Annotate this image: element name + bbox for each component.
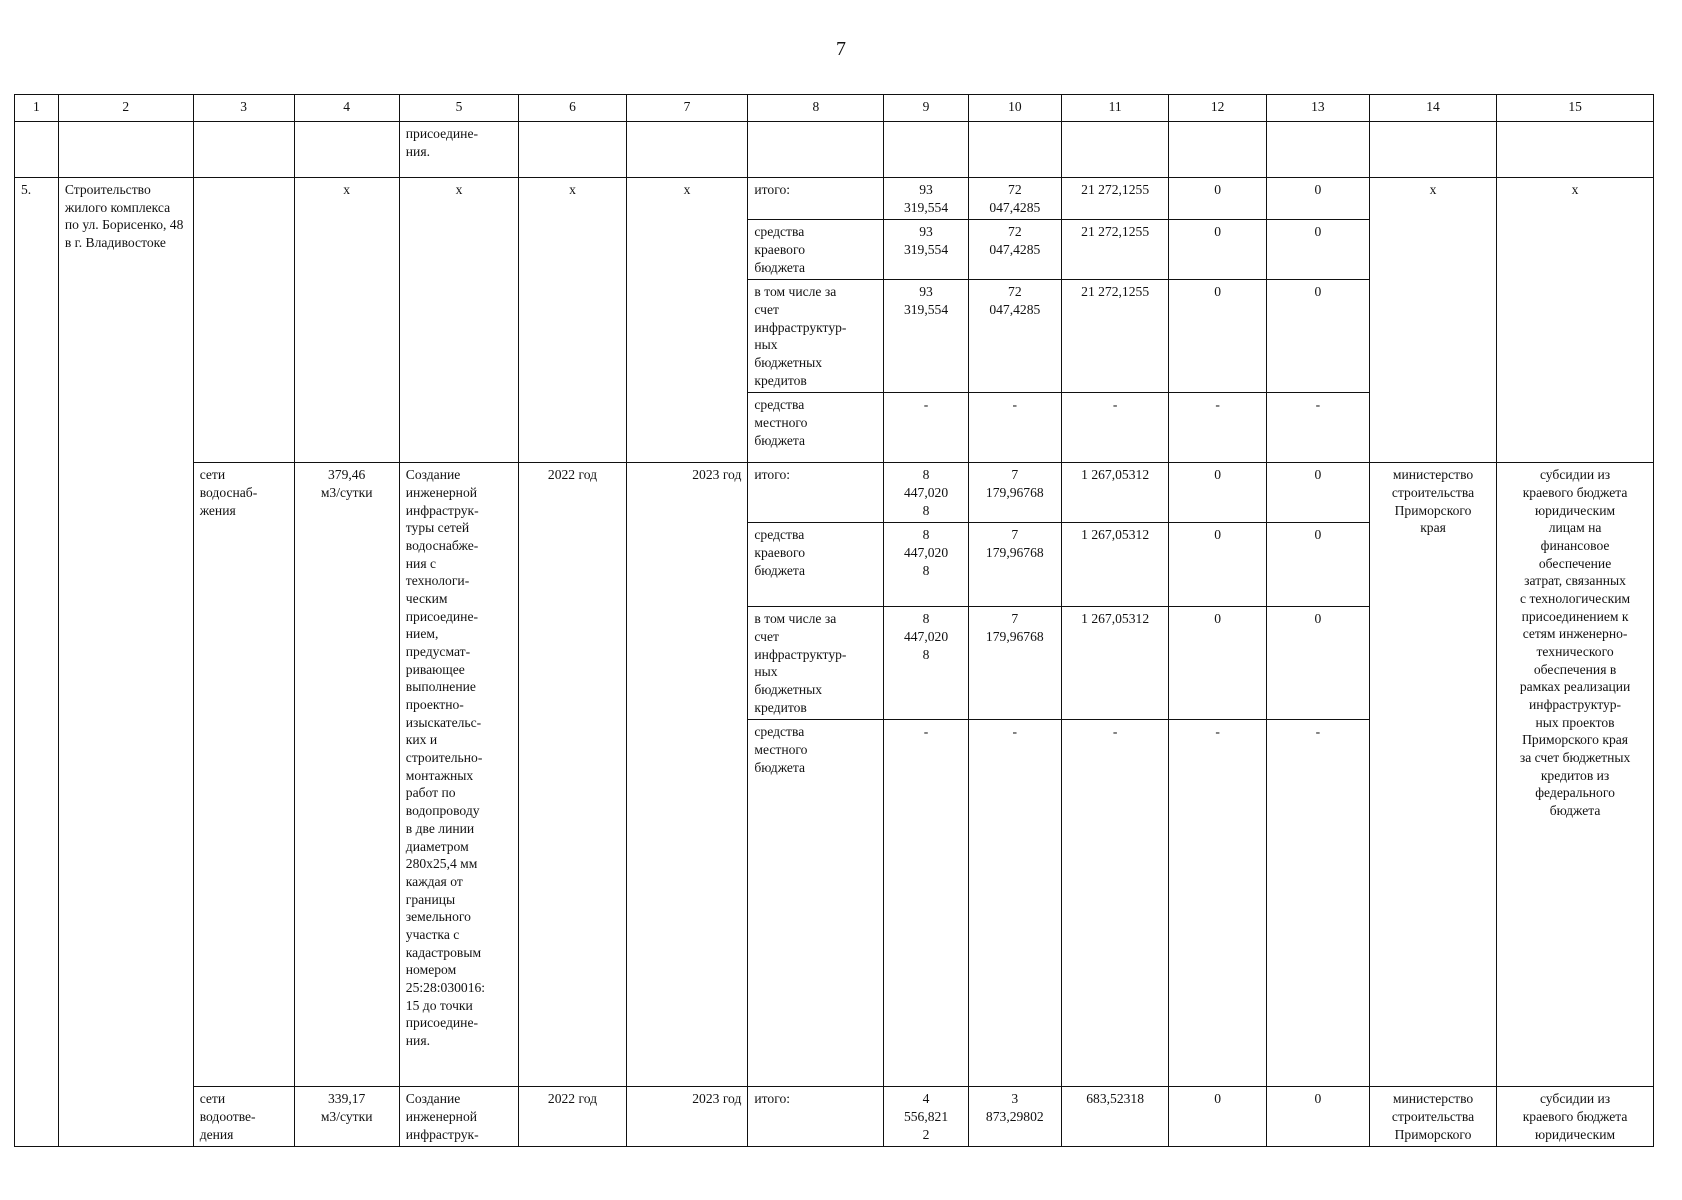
amount-total: -	[884, 720, 968, 1087]
start-year: 2022 год	[519, 1087, 626, 1147]
amount-2025: -	[1266, 393, 1369, 463]
x-mark: x	[399, 178, 518, 463]
header-cell: 1	[15, 95, 59, 122]
header-cell: 8	[748, 95, 884, 122]
header-cell: 14	[1369, 95, 1496, 122]
amount-2025: 0	[1266, 523, 1369, 607]
header-cell: 5	[399, 95, 518, 122]
amount-2023: 21 272,1255	[1061, 280, 1168, 393]
finance-label: в том числе за счет инфраструктур- ных бюджетных кредитов	[748, 280, 884, 393]
amount-2023: -	[1061, 393, 1168, 463]
project-row-total	[15, 178, 1654, 220]
finance-label: средства краевого бюджета	[748, 523, 884, 607]
amount-total: 4 556,821 2	[884, 1087, 968, 1147]
amount-2023: 1 267,05312	[1061, 463, 1168, 523]
finance-label: средства местного бюджета	[748, 720, 884, 1087]
sewage-row-total	[15, 1087, 1654, 1147]
amount-2022: -	[968, 393, 1061, 463]
header-cell: 7	[626, 95, 748, 122]
amount-2024: -	[1169, 393, 1267, 463]
amount-total: 93 319,554	[884, 220, 968, 280]
amount-2024: 0	[1169, 220, 1267, 280]
finance-label: итого:	[748, 463, 884, 523]
header-row	[15, 95, 1654, 122]
amount-2024: 0	[1169, 1087, 1267, 1147]
executor: министерство строительства Приморского	[1369, 1087, 1496, 1147]
amount-2025: 0	[1266, 280, 1369, 393]
header-cell: 11	[1061, 95, 1168, 122]
x-mark: x	[626, 178, 748, 463]
amount-2025: 0	[1266, 607, 1369, 720]
page-number: 7	[836, 38, 846, 60]
amount-total: 8 447,020 8	[884, 523, 968, 607]
header-cell: 2	[58, 95, 193, 122]
amount-2022: 72 047,4285	[968, 178, 1061, 220]
water-row-total	[15, 463, 1654, 523]
network-type: сети водоотве- дения	[193, 1087, 294, 1147]
amount-2022: -	[968, 720, 1061, 1087]
header-cell: 15	[1497, 95, 1654, 122]
executor: министерство строительства Приморского края	[1369, 463, 1496, 1087]
budget-table	[14, 94, 1654, 1147]
header-cell: 4	[294, 95, 399, 122]
amount-2024: 0	[1169, 178, 1267, 220]
amount-total: 8 447,020 8	[884, 607, 968, 720]
project-name: Строительство жилого комплекса по ул. Борисенко, 48 в г. Владивостоке	[58, 178, 193, 1147]
amount-2024: 0	[1169, 463, 1267, 523]
project-number: 5.	[15, 178, 59, 1147]
amount-2025: 0	[1266, 463, 1369, 523]
finance-label: в том числе за счет инфраструктур- ных бюджетных кредитов	[748, 607, 884, 720]
end-year: 2023 год	[626, 1087, 748, 1147]
amount-2022: 72 047,4285	[968, 220, 1061, 280]
network-capacity: 339,17 м3/сутки	[294, 1087, 399, 1147]
amount-2025: 0	[1266, 178, 1369, 220]
network-description: Создание инженерной инфраструк-	[399, 1087, 518, 1147]
finance-label: средства краевого бюджета	[748, 220, 884, 280]
start-year: 2022 год	[519, 463, 626, 1087]
header-cell: 13	[1266, 95, 1369, 122]
network-description: Создание инженерной инфраструк- туры сетей водоснабже- ния с технологи- ческим присоедине- нием, предусмат- ривающее выполнение проектно- изыскательс- ких и строительно- монтажных работ по водопроводу в две линии диаметром 280х25,4 мм каждая от границы земельного участка с кадастровым номером 25:28:030016: 15 до точки присоедине- ния.	[399, 463, 518, 1087]
amount-2022: 3 873,29802	[968, 1087, 1061, 1147]
amount-2024: -	[1169, 720, 1267, 1087]
amount-2023: 21 272,1255	[1061, 220, 1168, 280]
amount-2023: 21 272,1255	[1061, 178, 1168, 220]
amount-2022: 72 047,4285	[968, 280, 1061, 393]
amount-2023: 1 267,05312	[1061, 523, 1168, 607]
header-cell: 3	[193, 95, 294, 122]
header-cell: 9	[884, 95, 968, 122]
header-cell: 12	[1169, 95, 1267, 122]
x-mark: x	[294, 178, 399, 463]
end-year: 2023 год	[626, 463, 748, 1087]
network-capacity: 379,46 м3/сутки	[294, 463, 399, 1087]
amount-total: 93 319,554	[884, 178, 968, 220]
continuation-text: присоедине- ния.	[399, 122, 518, 178]
amount-2025: 0	[1266, 1087, 1369, 1147]
finance-label: итого:	[748, 178, 884, 220]
amount-2022: 7 179,96768	[968, 607, 1061, 720]
amount-2024: 0	[1169, 280, 1267, 393]
purpose: субсидии из краевого бюджета юридическим	[1497, 1087, 1654, 1147]
amount-2023: -	[1061, 720, 1168, 1087]
purpose: субсидии из краевого бюджета юридическим лицам на финансовое обеспечение затрат, связанных с технологическим присоединением к сетям инженерно- технического обеспечения в рамках реализации инфраструктур- ных проектов Приморского края за счет бюджетных кредитов из федерального бюджета	[1497, 463, 1654, 1087]
amount-total: -	[884, 393, 968, 463]
x-mark: x	[1369, 178, 1496, 463]
amount-2023: 683,52318	[1061, 1087, 1168, 1147]
network-type: сети водоснаб- жения	[193, 463, 294, 1087]
continuation-row	[15, 122, 1654, 178]
header-cell: 10	[968, 95, 1061, 122]
amount-2022: 7 179,96768	[968, 463, 1061, 523]
x-mark: x	[519, 178, 626, 463]
x-mark: x	[1497, 178, 1654, 463]
header-cell: 6	[519, 95, 626, 122]
amount-2024: 0	[1169, 607, 1267, 720]
amount-2024: 0	[1169, 523, 1267, 607]
finance-label: средства местного бюджета	[748, 393, 884, 463]
amount-total: 8 447,020 8	[884, 463, 968, 523]
amount-2022: 7 179,96768	[968, 523, 1061, 607]
amount-2025: 0	[1266, 220, 1369, 280]
amount-total: 93 319,554	[884, 280, 968, 393]
finance-label: итого:	[748, 1087, 884, 1147]
amount-2025: -	[1266, 720, 1369, 1087]
amount-2023: 1 267,05312	[1061, 607, 1168, 720]
